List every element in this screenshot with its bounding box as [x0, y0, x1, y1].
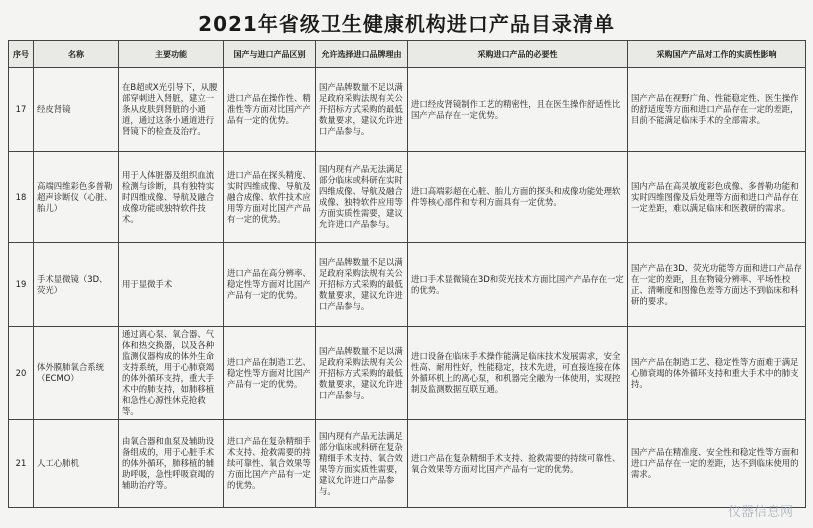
- product-name: 体外膜肺氧合系统（ECMO）: [34, 327, 119, 420]
- table-header-row: [9, 41, 806, 68]
- import-reason: 国内现有产品无法满足部分临床或科研在实时四维成像、导航及融合成像、独特软件应用等方面实质性需要，建议允许进口产品参与。: [316, 152, 408, 243]
- main-function: 用于人体脏器及组织血流检测与诊断，具有独特实时四维成像、导航及融合成像功能或独特软件技术。: [119, 152, 224, 243]
- import-necessity: 进口设备在临床手术操作能满足临床技术发展需求，安全性高、耐用性好，性能稳定，技术先进，可直接连接在体外循环机上的离心泵，和机器完全融为一体使用，实现控制及监测数据互联互通。: [408, 327, 628, 420]
- product-name: 手术显微镜（3D、荧光）: [34, 243, 119, 327]
- product-table: [8, 40, 806, 508]
- import-necessity: 进口手术显微镜在3D和荧光技术方面比国产产品存在一定的优势。: [408, 243, 628, 327]
- domestic-impact: 国产产品在3D、荧光功能等方面和进口产品存在一定的差距，且在物镜分辨率、平场性校正、清晰度和图像色差等方面达不到临床和科研的要求。: [628, 243, 806, 327]
- product-name: 经皮肾镜: [34, 68, 119, 152]
- product-name: 高端四维彩色多普勒超声诊断仪（心脏、胎儿）: [34, 152, 119, 243]
- header-cell: 采购进口产品的必要性: [408, 41, 628, 68]
- domestic-import-difference: 进口产品在操作性、精准性等方面对比国产产品有一定的优势。: [224, 68, 316, 152]
- main-function: 在B超或X光引导下，从腰部穿刺进入肾脏，建立一条从皮肤到肾脏的小通道，通过这条小通道进行肾镜下的检查及治疗。: [119, 68, 224, 152]
- table-row: [9, 243, 806, 327]
- row-number: 18: [9, 152, 34, 243]
- header-cell: 允许选择进口品牌理由: [316, 41, 408, 68]
- import-necessity: 进口产品在复杂精细手术支持、抢救需要的持续可靠性、氧合效果等方面对比国产产品有一定的优势。: [408, 420, 628, 508]
- row-number: 21: [9, 420, 34, 508]
- import-reason: 国产品牌数量不足以满足政府采购法规有关公开招标方式采购的最低数量要求，建议允许进口产品参与。: [316, 243, 408, 327]
- main-function: 通过离心泵、氧合器、气体和热交换器，以及各种监测仪器构成的体外生命支持系统，用于心肺衰竭的体外循环支持，重大手术中的肺支持，如肺移植和急性心源性休克抢救等。: [119, 327, 224, 420]
- domestic-import-difference: 进口产品在制造工艺、稳定性等方面对比国产产品有一定的优势。: [224, 327, 316, 420]
- domestic-impact: 国产产品在视野广角、性能稳定性、医生操作的舒适度等方面和进口产品存在一定的差距，目前不能满足临床手术的全部需求。: [628, 68, 806, 152]
- import-reason: 国内现有产品无法满足部分临床或科研在复杂精细手术支持、氧合效果等方面实质性需要，建议允许进口产品参与。: [316, 420, 408, 508]
- watermark: 仪器信息网: [727, 505, 793, 520]
- table-row: [9, 152, 806, 243]
- row-number: 17: [9, 68, 34, 152]
- domestic-import-difference: 进口产品在复杂精细手术支持、抢救需要的持续可靠性、氧合效果等方面比国产产品有一定的优势。: [224, 420, 316, 508]
- product-name: 人工心肺机: [34, 420, 119, 508]
- import-necessity: 进口经皮肾镜制作工艺的精密性，且在医生操作舒适性比国产产品存在一定优势。: [408, 68, 628, 152]
- table-row: [9, 327, 806, 420]
- table-row: [9, 420, 806, 508]
- import-necessity: 进口高端彩超在心脏、胎儿方面的探头和成像功能处理软件等核心部件和专利方面具有一定优势。: [408, 152, 628, 243]
- domestic-impact: 国内产品在高灵敏度彩色成像、多普勒功能和实时四维图像及后处理等方面和进口产品存在一定差距，难以满足临床和医教研的需求。: [628, 152, 806, 243]
- domestic-import-difference: 进口产品在高分辨率、稳定性等方面对比国产产品有一定的优势。: [224, 243, 316, 327]
- page-title: 2021年省级卫生健康机构进口产品目录清单: [198, 12, 615, 36]
- row-number: 20: [9, 327, 34, 420]
- main-function: 用于显微手术: [119, 243, 224, 327]
- table-row: [9, 68, 806, 152]
- import-reason: 国产品牌数量不足以满足政府采购法规有关公开招标方式采购的最低数量要求，建议允许进口产品参与。: [316, 327, 408, 420]
- header-cell: 采购国产产品对工作的实质性影响: [628, 41, 806, 68]
- domestic-impact: 国产产品在精准度、安全性和稳定性等方面和进口产品存在一定的差距，达不到临床使用的需求。: [628, 420, 806, 508]
- header-cell: 名称: [34, 41, 119, 68]
- header-cell: 序号: [9, 41, 34, 68]
- domestic-impact: 国产产品在制造工艺、稳定性等方面难于满足心肺衰竭的体外循环支持和重大手术中的肺支持。: [628, 327, 806, 420]
- domestic-import-difference: 进口产品在探头精度、实时四维成像、导航及融合成像、软件技术应用等方面对比国产产品有一定的优势。: [224, 152, 316, 243]
- main-function: 由氧合器和血泵及辅助设备组成的，用于心脏手术的体外循环，肺移植的辅助呼吸，急性呼吸衰竭的辅助治疗等。: [119, 420, 224, 508]
- header-cell: 国产与进口产品区别: [224, 41, 316, 68]
- row-number: 19: [9, 243, 34, 327]
- import-reason: 国产品牌数量不足以满足政府采购法规有关公开招标方式采购的最低数量要求，建议允许进口产品参与。: [316, 68, 408, 152]
- header-cell: 主要功能: [119, 41, 224, 68]
